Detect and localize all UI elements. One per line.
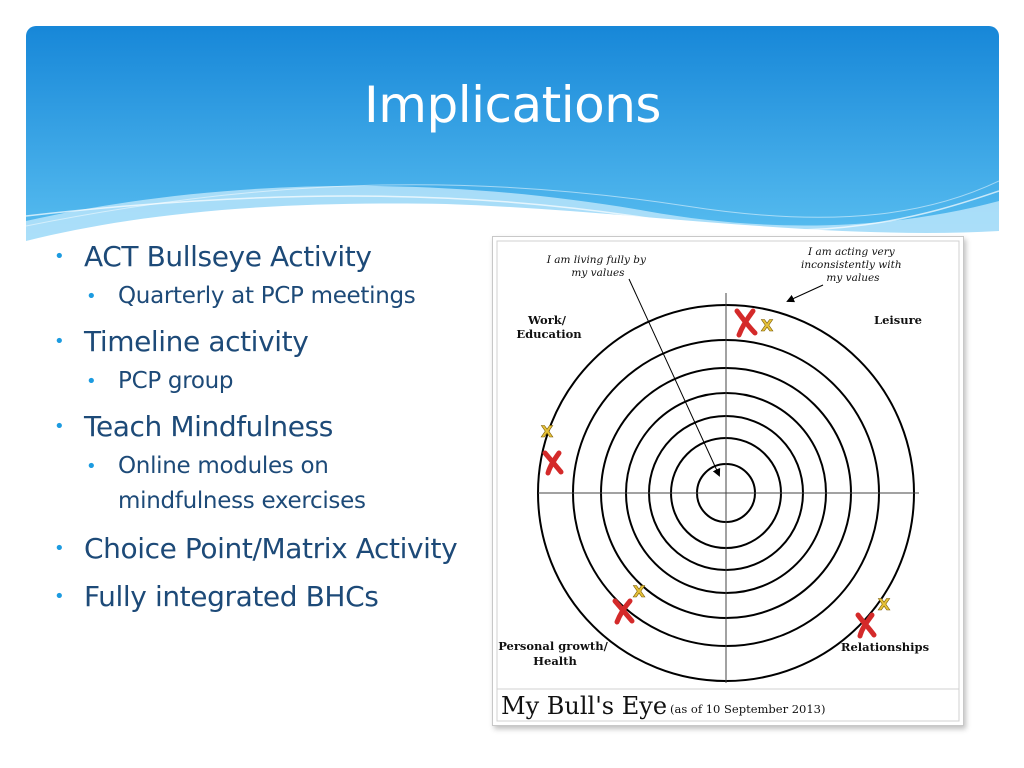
bullet-item (52, 321, 492, 363)
quadrant-label-work: Work/ (528, 313, 566, 327)
bullet-dot-icon: • (86, 456, 97, 477)
sub-bullet-item (52, 363, 492, 400)
yellow-marker-leisure: X (760, 316, 774, 335)
annotation-outer-line2: inconsistently with (801, 259, 902, 271)
bullet-text: Teach Mindfulness (84, 410, 333, 443)
annotation-center-line2: my values (571, 267, 625, 279)
bullet-item (52, 576, 492, 618)
quadrant-label-personal-line2: Health (533, 654, 577, 668)
sub-bullet-text: Online modules on (118, 453, 329, 479)
svg-text:I am living fully by my (546, 254, 650, 279)
sub-bullet-continuation (52, 483, 492, 520)
quadrant-axes (538, 293, 919, 683)
bullet-dot-icon: • (54, 538, 65, 559)
sub-bullet-text: Quarterly at PCP meetings (118, 283, 416, 309)
quadrant-label-personal: Personal growth/ (498, 639, 608, 653)
yellow-marker-work: X (540, 422, 554, 441)
bullet-list (52, 236, 492, 618)
outer-arrow (788, 285, 823, 301)
red-marker-leisure-icon (737, 311, 755, 335)
bullet-text: ACT Bullseye Activity (84, 240, 372, 273)
bullet-dot-icon: • (54, 416, 65, 437)
sub-bullet-item (52, 278, 492, 315)
bullet-text: Timeline activity (84, 325, 309, 358)
caption-date: (as of 10 September 2013) (670, 702, 826, 716)
bullet-text: Fully integrated BHCs (84, 580, 379, 613)
yellow-marker-relationships: X (877, 595, 891, 614)
quadrant-label-relationships: Relationships (840, 640, 930, 654)
bullet-dot-icon: • (54, 331, 65, 352)
annotation-outer-line3: my values (826, 272, 880, 284)
sub-bullet-item (52, 448, 492, 485)
quadrant-label-work-line2: Education (516, 327, 582, 341)
caption-main: My Bull's Eye (501, 692, 668, 720)
quadrant-label-leisure: Leisure (874, 313, 922, 327)
svg-text:Work/ Education (516, 313, 582, 341)
yellow-marker-personal: X (632, 582, 646, 601)
bullet-dot-icon: • (86, 371, 97, 392)
annotation-outer-line1: I am acting very (807, 246, 895, 258)
center-arrow (629, 279, 719, 475)
bullet-dot-icon: • (54, 586, 65, 607)
bullet-dot-icon: • (54, 246, 65, 267)
bullet-item (52, 236, 492, 278)
bullet-dot-icon: • (86, 286, 97, 307)
svg-text:Personal growth/ Health (498, 639, 612, 668)
sub-bullet-text: PCP group (118, 368, 234, 394)
annotation-center-line1: I am living fully by (546, 254, 646, 266)
bullet-text: Choice Point/Matrix Activity (84, 532, 458, 565)
sub-bullet-text: mindfulness exercises (118, 488, 366, 514)
bullet-item (52, 406, 492, 448)
red-marker-work-icon (545, 453, 561, 473)
title-banner (26, 26, 999, 266)
bullseye-figure (492, 236, 964, 726)
slide-title: Implications (364, 76, 661, 134)
bullet-item (52, 528, 492, 570)
svg-text:I am acting very inconsi (801, 246, 905, 284)
